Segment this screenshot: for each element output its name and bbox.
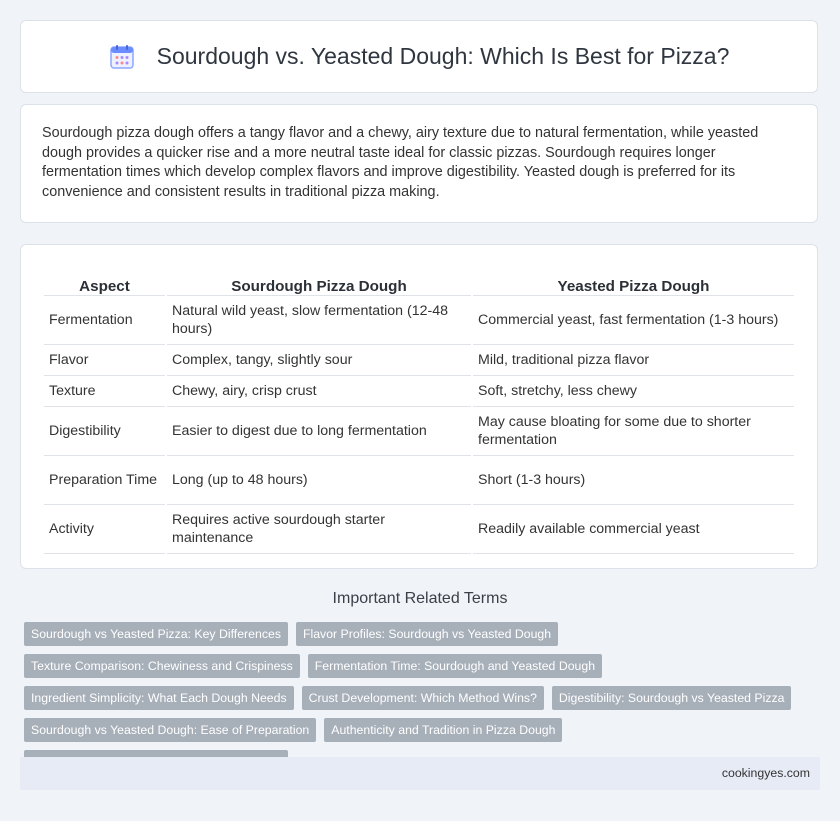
intro-text: Sourdough pizza dough offers a tangy flavor and a chewy, airy texture due to natural fermentation, while yeasted dough provides a quicker rise and a more neutral taste ideal for classic pizzas. Sourdough requires longer fermentation times which develop complex flavors and improve digestibility. Yeasted dough is preferred for its convenience and consistent results in traditional pizza making. [42, 125, 759, 200]
related-term-tag[interactable]: Sourdough vs Yeasted Dough: Ease of Preparation [24, 718, 316, 742]
table-row [44, 345, 794, 376]
related-term-tag[interactable]: Digestibility: Sourdough vs Yeasted Pizza [552, 686, 792, 710]
intro-card [20, 104, 818, 223]
related-term-tag[interactable]: Sourdough vs Yeasted Pizza: Key Differences [24, 622, 288, 646]
table-header-row [44, 264, 794, 296]
table-cell-aspect: Activity [44, 505, 165, 554]
table-cell-yeasted: Commercial yeast, fast fermentation (1-3 hours) [473, 296, 794, 345]
table-header-sourdough: Sourdough Pizza Dough [167, 264, 471, 296]
table-cell-sourdough: Natural wild yeast, slow fermentation (12-48 hours) [167, 296, 471, 345]
table-cell-sourdough: Chewy, airy, crisp crust [167, 376, 471, 407]
table-cell-yeasted: Mild, traditional pizza flavor [473, 345, 794, 376]
table-row [44, 296, 794, 345]
table-row [44, 456, 794, 505]
table-header-aspect: Aspect [44, 264, 165, 296]
table-cell-sourdough: Requires active sourdough starter maintenance [167, 505, 471, 554]
table-row [44, 376, 794, 407]
footer [20, 757, 820, 790]
table-cell-yeasted: May cause bloating for some due to shorter fermentation [473, 407, 794, 456]
footer-site-link[interactable]: cookingyes.com [721, 766, 810, 780]
table-cell-yeasted: Short (1-3 hours) [473, 456, 794, 505]
table-cell-sourdough: Complex, tangy, slightly sour [167, 345, 471, 376]
table-cell-aspect: Preparation Time [44, 456, 165, 505]
header-card [20, 20, 818, 93]
related-term-tag[interactable]: Ingredient Simplicity: What Each Dough Needs [24, 686, 294, 710]
comparison-table [42, 264, 796, 554]
related-term-tag[interactable]: Flavor Profiles: Sourdough vs Yeasted Dough [296, 622, 558, 646]
table-cell-aspect: Texture [44, 376, 165, 407]
table-cell-sourdough: Long (up to 48 hours) [167, 456, 471, 505]
table-row [44, 505, 794, 554]
table-cell-aspect: Digestibility [44, 407, 165, 456]
table-cell-aspect: Flavor [44, 345, 165, 376]
related-term-tag[interactable]: Fermentation Time: Sourdough and Yeasted Dough [308, 654, 602, 678]
table-row [44, 407, 794, 456]
related-term-tag[interactable]: Authenticity and Tradition in Pizza Dough [324, 718, 562, 742]
comparison-table-card [20, 244, 818, 569]
table-cell-aspect: Fermentation [44, 296, 165, 345]
table-header-yeasted: Yeasted Pizza Dough [473, 264, 794, 296]
table-cell-yeasted: Readily available commercial yeast [473, 505, 794, 554]
calendar-icon [109, 44, 135, 70]
related-terms-title: Important Related Terms [332, 590, 508, 607]
table-cell-yeasted: Soft, stretchy, less chewy [473, 376, 794, 407]
related-term-tag[interactable]: Crust Development: Which Method Wins? [302, 686, 544, 710]
table-cell-sourdough: Easier to digest due to long fermentation [167, 407, 471, 456]
related-term-tag[interactable]: Texture Comparison: Chewiness and Crispiness [24, 654, 300, 678]
page-title: Sourdough vs. Yeasted Dough: Which Is Best for Pizza? [156, 43, 730, 69]
